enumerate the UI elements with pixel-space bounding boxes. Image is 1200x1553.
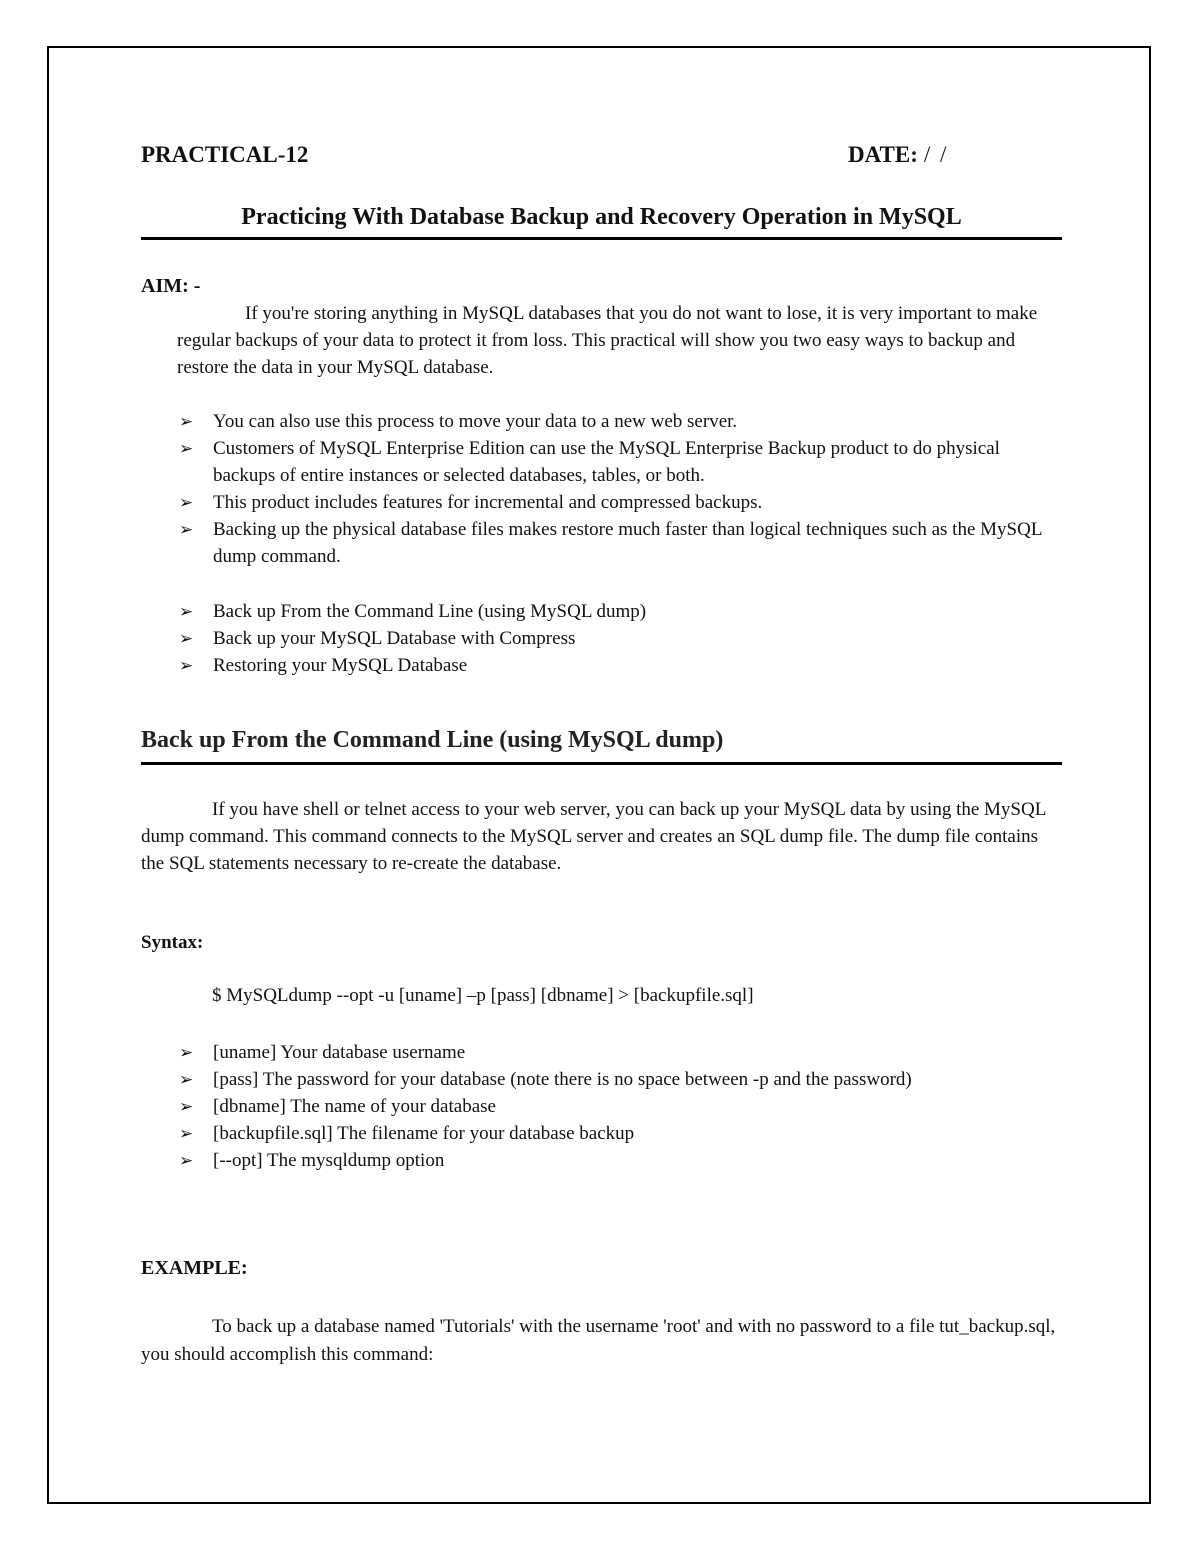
arrow-bullet-icon: ➢ xyxy=(179,412,194,431)
syntax-label: Syntax: xyxy=(141,932,204,953)
list-item-text: [backupfile.sql] The filename for your database backup xyxy=(213,1123,635,1144)
aim-label: AIM: - xyxy=(141,275,201,297)
list-item-text: Restoring your MySQL Database xyxy=(213,655,468,676)
list-item-text: Back up From the Command Line (using MySQL dump) xyxy=(213,601,647,622)
list-item xyxy=(177,516,1057,570)
arrow-bullet-icon: ➢ xyxy=(179,520,194,539)
list-item-text: Back up your MySQL Database with Compress xyxy=(213,628,576,649)
page-border xyxy=(47,46,1151,1504)
arrow-bullet-icon: ➢ xyxy=(179,1070,194,1089)
arrow-bullet-icon: ➢ xyxy=(179,493,194,512)
arrow-bullet-icon: ➢ xyxy=(179,1151,194,1170)
arrow-bullet-icon: ➢ xyxy=(179,439,194,458)
list-item xyxy=(177,435,1057,489)
list-item-text: [dbname] The name of your database xyxy=(213,1096,496,1117)
list-item-text: [--opt] The mysqldump option xyxy=(213,1150,445,1171)
date-label: DATE: xyxy=(848,142,918,167)
aim-bullet-list xyxy=(177,408,1057,570)
section-paragraph: If you have shell or telnet access to your web server, you can back up your MySQL data by using the MySQL dump command. This command connects to the MySQL server and creates an SQL dump file. The dump file contains the SQL statements necessary to re-create the database. xyxy=(141,799,1046,874)
practical-number: PRACTICAL-12 xyxy=(141,142,309,167)
list-item-text: This product includes features for incremental and compressed backups. xyxy=(213,492,763,513)
list-item xyxy=(177,1093,1057,1120)
date-value: / / xyxy=(923,142,949,167)
list-item xyxy=(177,598,1057,625)
list-item xyxy=(177,489,1057,516)
list-item-text: Backing up the physical database files makes restore much faster than logical techniques such as the MySQL dump command. xyxy=(213,519,1042,567)
syntax-command: $ MySQLdump --opt -u [uname] –p [pass] [dbname] > [backupfile.sql] xyxy=(212,985,754,1006)
list-item-text: [pass] The password for your database (note there is no space between -p and the password) xyxy=(213,1069,912,1090)
arrow-bullet-icon: ➢ xyxy=(179,602,194,621)
arrow-bullet-icon: ➢ xyxy=(179,1097,194,1116)
page-header xyxy=(141,142,1011,172)
list-item xyxy=(177,625,1057,652)
arrow-bullet-icon: ➢ xyxy=(179,1043,194,1062)
list-item xyxy=(177,1066,1057,1093)
list-item xyxy=(177,652,1057,679)
list-item-text: Customers of MySQL Enterprise Edition can use the MySQL Enterprise Backup product to do physical backups of entire instances or selected databases, tables, or both. xyxy=(213,438,1000,486)
section-heading: Back up From the Command Line (using MySQL dump) xyxy=(141,727,1062,765)
example-label: EXAMPLE: xyxy=(141,1257,248,1279)
aim-paragraph: If you're storing anything in MySQL databases that you do not want to lose, it is very important to make regular backups of your data to protect it from loss. This practical will show you two easy ways to backup and restore the data in your MySQL database. xyxy=(177,303,1038,378)
arrow-bullet-icon: ➢ xyxy=(179,1124,194,1143)
list-item xyxy=(177,1147,1057,1174)
page-title: Practicing With Database Backup and Recovery Operation in MySQL xyxy=(141,204,1062,240)
arrow-bullet-icon: ➢ xyxy=(179,629,194,648)
list-item xyxy=(177,408,1057,435)
arrow-bullet-icon: ➢ xyxy=(179,656,194,675)
list-item-text: You can also use this process to move your data to a new web server. xyxy=(213,411,738,432)
list-item xyxy=(177,1120,1057,1147)
params-bullet-list xyxy=(177,1039,1057,1174)
list-item-text: [uname] Your database username xyxy=(213,1042,466,1063)
example-paragraph: To back up a database named 'Tutorials' with the username 'root' and with no password to a file tut_backup.sql, you should accomplish this command: xyxy=(141,1316,1056,1365)
methods-bullet-list xyxy=(177,598,1057,679)
list-item xyxy=(177,1039,1057,1066)
date-field xyxy=(848,142,948,168)
